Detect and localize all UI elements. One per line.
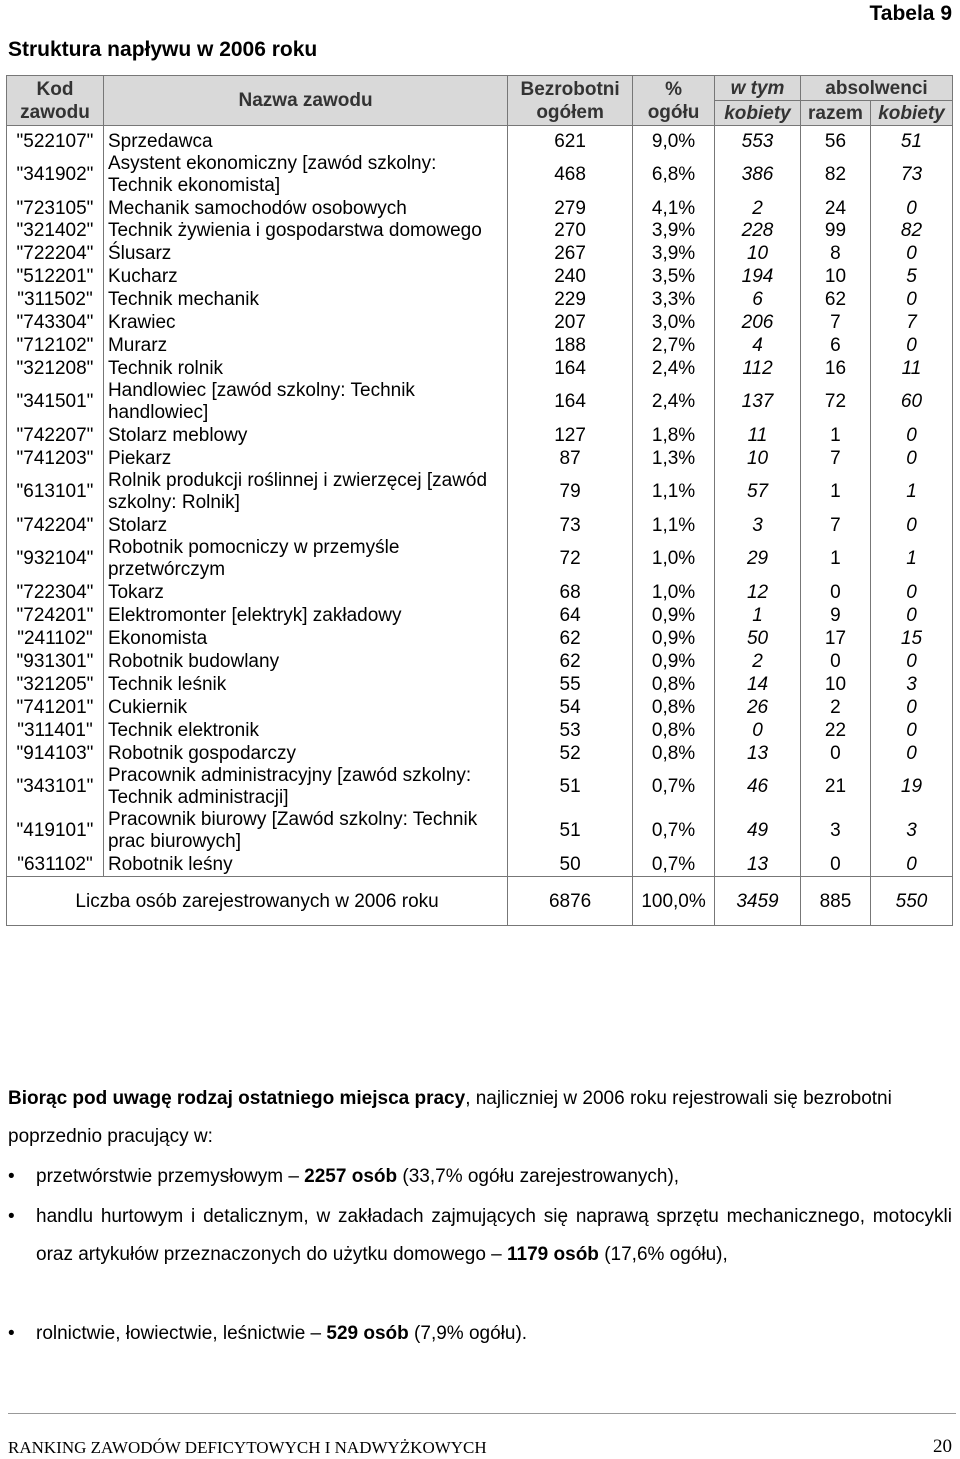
- percent-cell: 3,5%: [633, 265, 715, 288]
- unemployed-cell: 62: [508, 650, 633, 673]
- graduates-women-cell: 3: [870, 673, 952, 696]
- graduates-women-cell: 19: [870, 765, 952, 809]
- percent-cell: 0,7%: [633, 853, 715, 877]
- code-cell: "419101": [7, 809, 104, 853]
- table-row: [7, 673, 953, 696]
- table-row: [7, 197, 953, 220]
- women-cell: 11: [715, 424, 801, 447]
- women-cell: 6: [715, 288, 801, 311]
- code-cell: "311401": [7, 719, 104, 742]
- graduates-women-cell: 0: [870, 719, 952, 742]
- name-cell: Technik mechanik: [103, 288, 507, 311]
- women-cell: 49: [715, 809, 801, 853]
- unemployed-cell: 207: [508, 311, 633, 334]
- graduates-cell: 7: [800, 311, 870, 334]
- footer-divider: [8, 1413, 956, 1414]
- graduates-women-cell: 60: [870, 380, 952, 424]
- graduates-women-cell: 82: [870, 220, 952, 242]
- graduates-cell: 21: [800, 765, 870, 809]
- header-graduates-women: kobiety: [870, 101, 952, 126]
- code-cell: "343101": [7, 765, 104, 809]
- code-cell: "522107": [7, 126, 104, 154]
- graduates-cell: 3: [800, 809, 870, 853]
- unemployed-cell: 51: [508, 765, 633, 809]
- unemployed-cell: 50: [508, 853, 633, 877]
- graduates-women-cell: 1: [870, 470, 952, 514]
- bullet-item: [8, 1158, 956, 1196]
- name-cell: Ekonomista: [103, 627, 507, 650]
- graduates-women-cell: 0: [870, 197, 952, 220]
- percent-cell: 0,8%: [633, 742, 715, 765]
- graduates-cell: 99: [800, 220, 870, 242]
- women-cell: 194: [715, 265, 801, 288]
- percent-cell: 2,7%: [633, 334, 715, 357]
- unemployed-cell: 51: [508, 809, 633, 853]
- bullet-text: rolnictwie, łowiectwie, leśnictwie – 529 osób (7,9% ogółu).: [36, 1323, 528, 1344]
- name-cell: Tokarz: [103, 581, 507, 604]
- graduates-cell: 1: [800, 537, 870, 581]
- header-including: w tym: [715, 76, 801, 101]
- graduates-cell: 6: [800, 334, 870, 357]
- percent-cell: 1,1%: [633, 514, 715, 537]
- code-cell: "321402": [7, 220, 104, 242]
- women-cell: 2: [715, 197, 801, 220]
- footer-title: RANKING ZAWODÓW DEFICYTOWYCH I NADWYŻKOWYCH: [8, 1438, 487, 1457]
- table-row: [7, 424, 953, 447]
- table-row: [7, 765, 953, 809]
- percent-cell: 0,8%: [633, 719, 715, 742]
- graduates-women-cell: 0: [870, 604, 952, 627]
- unemployed-cell: 279: [508, 197, 633, 220]
- graduates-women-cell: 7: [870, 311, 952, 334]
- code-cell: "341902": [7, 153, 104, 197]
- women-cell: 4: [715, 334, 801, 357]
- unemployed-cell: 240: [508, 265, 633, 288]
- code-cell: "631102": [7, 853, 104, 877]
- code-cell: "321205": [7, 673, 104, 696]
- percent-cell: 0,9%: [633, 650, 715, 673]
- graduates-women-cell: 0: [870, 742, 952, 765]
- unemployed-cell: 164: [508, 380, 633, 424]
- table-row: [7, 581, 953, 604]
- summary-label: Liczba osób zarejestrowanych w 2006 roku: [7, 877, 508, 926]
- women-cell: 2: [715, 650, 801, 673]
- table-row: [7, 311, 953, 334]
- graduates-cell: 0: [800, 853, 870, 877]
- graduates-cell: 0: [800, 581, 870, 604]
- graduates-women-cell: 3: [870, 809, 952, 853]
- percent-cell: 3,0%: [633, 311, 715, 334]
- code-cell: "311502": [7, 288, 104, 311]
- code-cell: "321208": [7, 357, 104, 380]
- percent-cell: 2,4%: [633, 380, 715, 424]
- table-title: Struktura napływu w 2006 roku: [8, 38, 318, 61]
- women-cell: 12: [715, 581, 801, 604]
- unemployed-cell: 55: [508, 673, 633, 696]
- table-row: [7, 334, 953, 357]
- unemployed-cell: 73: [508, 514, 633, 537]
- table-row: [7, 809, 953, 853]
- table-row: [7, 627, 953, 650]
- table-row: [7, 380, 953, 424]
- header-unemployed: Bezrobotni ogółem: [508, 76, 633, 126]
- graduates-women-cell: 1: [870, 537, 952, 581]
- header-name: Nazwa zawodu: [103, 76, 507, 126]
- code-cell: "724201": [7, 604, 104, 627]
- name-cell: Technik żywienia i gospodarstwa domowego: [103, 220, 507, 242]
- women-cell: 50: [715, 627, 801, 650]
- women-cell: 206: [715, 311, 801, 334]
- bullet-item: [8, 1315, 956, 1353]
- bullet-text: handlu hurtowym i detalicznym, w zakładach zajmujących się naprawą sprzętu mechanicznego, motocykli oraz artykułów przeznaczonych do użytku domowego – 1179 osób (17,6% ogółu),: [36, 1206, 952, 1265]
- women-cell: 10: [715, 447, 801, 470]
- intro-paragraph: [8, 1080, 956, 1156]
- women-cell: 112: [715, 357, 801, 380]
- header-code: Kod zawodu: [7, 76, 104, 126]
- graduates-women-cell: 0: [870, 334, 952, 357]
- name-cell: Robotnik budowlany: [103, 650, 507, 673]
- unemployed-cell: 127: [508, 424, 633, 447]
- table-row: [7, 153, 953, 197]
- unemployed-cell: 229: [508, 288, 633, 311]
- summary-graduates: 885: [800, 877, 870, 926]
- women-cell: 46: [715, 765, 801, 809]
- graduates-cell: 1: [800, 424, 870, 447]
- unemployed-cell: 62: [508, 627, 633, 650]
- women-cell: 553: [715, 126, 801, 154]
- name-cell: Asystent ekonomiczny [zawód szkolny: Technik ekonomista]: [103, 153, 507, 197]
- graduates-cell: 82: [800, 153, 870, 197]
- graduates-cell: 0: [800, 650, 870, 673]
- graduates-women-cell: 0: [870, 288, 952, 311]
- unemployed-cell: 68: [508, 581, 633, 604]
- name-cell: Mechanik samochodów osobowych: [103, 197, 507, 220]
- code-cell: "742207": [7, 424, 104, 447]
- unemployed-cell: 164: [508, 357, 633, 380]
- women-cell: 29: [715, 537, 801, 581]
- table-row: [7, 853, 953, 877]
- table-row: [7, 447, 953, 470]
- graduates-cell: 72: [800, 380, 870, 424]
- percent-cell: 9,0%: [633, 126, 715, 154]
- percent-cell: 2,4%: [633, 357, 715, 380]
- code-cell: "741201": [7, 696, 104, 719]
- unemployed-cell: 72: [508, 537, 633, 581]
- name-cell: Murarz: [103, 334, 507, 357]
- graduates-women-cell: 51: [870, 126, 952, 154]
- graduates-cell: 56: [800, 126, 870, 154]
- percent-cell: 3,9%: [633, 220, 715, 242]
- graduates-women-cell: 0: [870, 514, 952, 537]
- name-cell: Piekarz: [103, 447, 507, 470]
- women-cell: 0: [715, 719, 801, 742]
- unemployed-cell: 188: [508, 334, 633, 357]
- code-cell: "914103": [7, 742, 104, 765]
- graduates-cell: 8: [800, 242, 870, 265]
- women-cell: 57: [715, 470, 801, 514]
- summary-row: [7, 877, 953, 926]
- code-cell: "931301": [7, 650, 104, 673]
- percent-cell: 3,3%: [633, 288, 715, 311]
- table-row: [7, 514, 953, 537]
- name-cell: Pracownik biurowy [Zawód szkolny: Technik prac biurowych]: [103, 809, 507, 853]
- graduates-women-cell: 0: [870, 650, 952, 673]
- table-number: Tabela 9: [869, 2, 952, 25]
- percent-cell: 4,1%: [633, 197, 715, 220]
- name-cell: Sprzedawca: [103, 126, 507, 154]
- graduates-women-cell: 11: [870, 357, 952, 380]
- header-graduates-total: razem: [800, 101, 870, 126]
- percent-cell: 0,7%: [633, 809, 715, 853]
- table-row: [7, 719, 953, 742]
- graduates-cell: 7: [800, 447, 870, 470]
- code-cell: "741203": [7, 447, 104, 470]
- name-cell: Krawiec: [103, 311, 507, 334]
- women-cell: 386: [715, 153, 801, 197]
- code-cell: "742204": [7, 514, 104, 537]
- header-women: kobiety: [715, 101, 801, 126]
- code-cell: "341501": [7, 380, 104, 424]
- unemployed-cell: 64: [508, 604, 633, 627]
- graduates-cell: 16: [800, 357, 870, 380]
- percent-cell: 1,8%: [633, 424, 715, 447]
- women-cell: 13: [715, 742, 801, 765]
- name-cell: Rolnik produkcji roślinnej i zwierzęcej [zawód szkolny: Rolnik]: [103, 470, 507, 514]
- bullet-item: [8, 1198, 956, 1312]
- code-cell: "712102": [7, 334, 104, 357]
- percent-cell: 0,8%: [633, 696, 715, 719]
- women-cell: 228: [715, 220, 801, 242]
- table-row: [7, 742, 953, 765]
- percent-cell: 1,0%: [633, 537, 715, 581]
- women-cell: 3: [715, 514, 801, 537]
- page-number: 20: [933, 1436, 952, 1457]
- percent-cell: 0,8%: [633, 673, 715, 696]
- graduates-women-cell: 0: [870, 424, 952, 447]
- percent-cell: 3,9%: [633, 242, 715, 265]
- table-row: [7, 650, 953, 673]
- graduates-cell: 24: [800, 197, 870, 220]
- percent-cell: 1,3%: [633, 447, 715, 470]
- unemployed-cell: 270: [508, 220, 633, 242]
- table-row: [7, 357, 953, 380]
- women-cell: 26: [715, 696, 801, 719]
- percent-cell: 6,8%: [633, 153, 715, 197]
- unemployed-cell: 53: [508, 719, 633, 742]
- women-cell: 14: [715, 673, 801, 696]
- graduates-women-cell: 15: [870, 627, 952, 650]
- table-row: [7, 126, 953, 154]
- graduates-cell: 10: [800, 265, 870, 288]
- code-cell: "512201": [7, 265, 104, 288]
- name-cell: Technik leśnik: [103, 673, 507, 696]
- name-cell: Robotnik gospodarczy: [103, 742, 507, 765]
- graduates-women-cell: 0: [870, 581, 952, 604]
- percent-cell: 0,7%: [633, 765, 715, 809]
- name-cell: Technik rolnik: [103, 357, 507, 380]
- percent-cell: 1,0%: [633, 581, 715, 604]
- name-cell: Pracownik administracyjny [zawód szkolny: Technik administracji]: [103, 765, 507, 809]
- name-cell: Cukiernik: [103, 696, 507, 719]
- code-cell: "743304": [7, 311, 104, 334]
- name-cell: Handlowiec [zawód szkolny: Technik handlowiec]: [103, 380, 507, 424]
- graduates-women-cell: 5: [870, 265, 952, 288]
- percent-cell: 0,9%: [633, 627, 715, 650]
- code-cell: "613101": [7, 470, 104, 514]
- table-row: [7, 696, 953, 719]
- graduates-cell: 1: [800, 470, 870, 514]
- code-cell: "723105": [7, 197, 104, 220]
- summary-percent: 100,0%: [633, 877, 715, 926]
- header-graduates: absolwenci: [800, 76, 952, 101]
- graduates-cell: 62: [800, 288, 870, 311]
- graduates-cell: 10: [800, 673, 870, 696]
- name-cell: Robotnik pomocniczy w przemyśle przetwórczym: [103, 537, 507, 581]
- intro-bold: Biorąc pod uwagę rodzaj ostatniego miejsca pracy: [8, 1088, 466, 1109]
- name-cell: Stolarz meblowy: [103, 424, 507, 447]
- graduates-women-cell: 0: [870, 853, 952, 877]
- women-cell: 137: [715, 380, 801, 424]
- women-cell: 1: [715, 604, 801, 627]
- graduates-women-cell: 0: [870, 242, 952, 265]
- name-cell: Kucharz: [103, 265, 507, 288]
- table-row: [7, 537, 953, 581]
- code-cell: "241102": [7, 627, 104, 650]
- intro-rest: , najliczniej w 2006 roku rejestrowali się bezrobotni poprzednio pracujący w:: [8, 1088, 892, 1147]
- name-cell: Ślusarz: [103, 242, 507, 265]
- bullet-icon: •: [8, 1166, 15, 1187]
- unemployed-cell: 79: [508, 470, 633, 514]
- code-cell: "932104": [7, 537, 104, 581]
- name-cell: Technik elektronik: [103, 719, 507, 742]
- graduates-cell: 22: [800, 719, 870, 742]
- unemployed-cell: 267: [508, 242, 633, 265]
- table-row: [7, 265, 953, 288]
- summary-total: 6876: [508, 877, 633, 926]
- code-cell: "722304": [7, 581, 104, 604]
- bullet-icon: •: [8, 1323, 15, 1344]
- graduates-women-cell: 0: [870, 447, 952, 470]
- graduates-cell: 2: [800, 696, 870, 719]
- summary-graduates-women: 550: [870, 877, 952, 926]
- graduates-women-cell: 0: [870, 696, 952, 719]
- table-row: [7, 220, 953, 242]
- women-cell: 10: [715, 242, 801, 265]
- table-body: [7, 126, 953, 877]
- bullet-icon: •: [8, 1206, 15, 1227]
- header-percent: % ogółu: [633, 76, 715, 126]
- table-row: [7, 604, 953, 627]
- name-cell: Robotnik leśny: [103, 853, 507, 877]
- unemployed-cell: 87: [508, 447, 633, 470]
- graduates-cell: 17: [800, 627, 870, 650]
- percent-cell: 1,1%: [633, 470, 715, 514]
- unemployed-cell: 54: [508, 696, 633, 719]
- bullet-text: przetwórstwie przemysłowym – 2257 osób (33,7% ogółu zarejestrowanych),: [36, 1166, 680, 1187]
- unemployed-cell: 52: [508, 742, 633, 765]
- table-row: [7, 242, 953, 265]
- table-row: [7, 470, 953, 514]
- women-cell: 13: [715, 853, 801, 877]
- table-row: [7, 288, 953, 311]
- name-cell: Stolarz: [103, 514, 507, 537]
- percent-cell: 0,9%: [633, 604, 715, 627]
- name-cell: Elektromonter [elektryk] zakładowy: [103, 604, 507, 627]
- unemployed-cell: 468: [508, 153, 633, 197]
- summary-women: 3459: [715, 877, 801, 926]
- graduates-women-cell: 73: [870, 153, 952, 197]
- unemployed-cell: 621: [508, 126, 633, 154]
- graduates-cell: 7: [800, 514, 870, 537]
- graduates-cell: 0: [800, 742, 870, 765]
- code-cell: "722204": [7, 242, 104, 265]
- graduates-cell: 9: [800, 604, 870, 627]
- inflow-table: [6, 75, 953, 926]
